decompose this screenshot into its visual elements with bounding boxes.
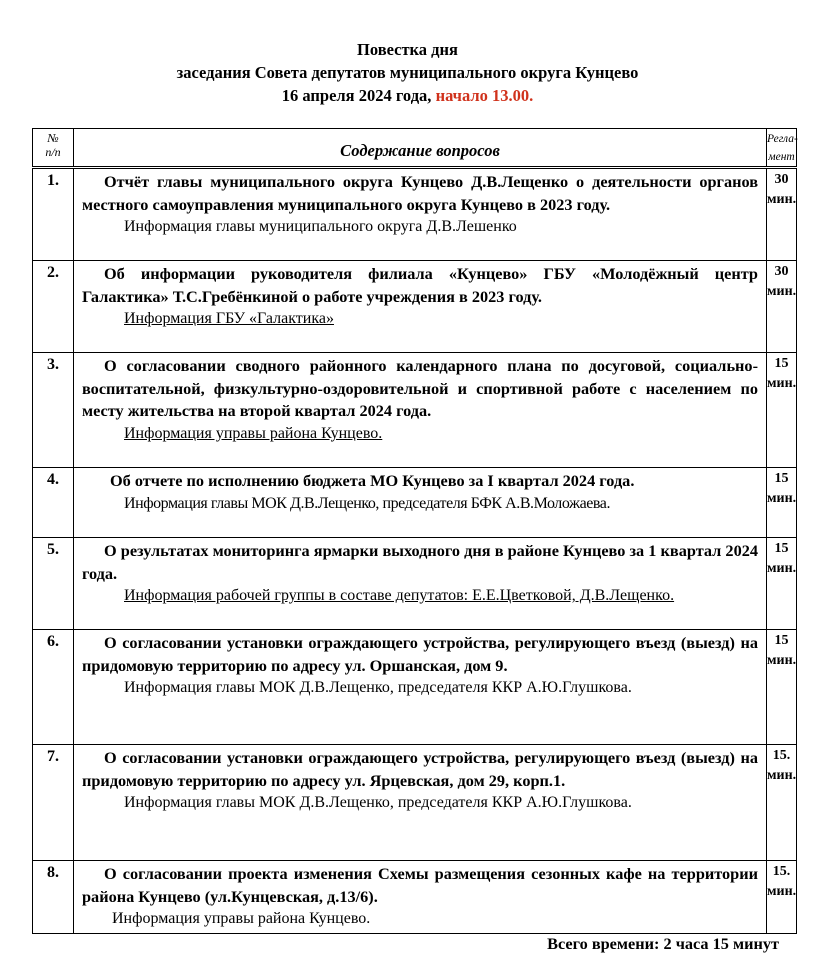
question-text: Отчёт главы муниципального округа Кунцево Д.В.Лещенко о деятельности органов местного самоуправления муниципального округа Кунцево в 2023 году. (82, 172, 758, 214)
reg-unit: мин. (767, 491, 797, 506)
info-text-underlined: Информация рабочей группы в составе депутатов: Е.Е.Цветковой, Д.В.Лещенко. (124, 587, 675, 605)
row-content (74, 538, 767, 630)
question-text: О согласовании установки ограждающего устройства, регулирующего въезд (выезд) на придомовую территорию по адресу ул. Ярцевская, дом 29, корп.1. (82, 748, 758, 790)
info-text (82, 585, 758, 608)
reg-unit: мин. (767, 768, 797, 783)
row-content (74, 468, 767, 538)
info-text-underlined: Информация управы района Кунцево. (124, 424, 383, 442)
reg-unit: мин. (767, 653, 797, 668)
agenda-row-6 (33, 630, 797, 745)
header-start-time: начало 13.00. (435, 86, 534, 105)
header-reg-line1: Регла- (767, 133, 798, 145)
row-num: 1. (33, 168, 74, 261)
row-reg (767, 861, 797, 934)
header-content-cell: Содержание вопросов (74, 129, 767, 168)
header-num-cell (33, 129, 74, 168)
row-num: 5. (33, 538, 74, 630)
reg-value: 30 (774, 172, 789, 187)
info-text: Информация управы района Кунцево. (112, 910, 371, 928)
reg-value: 15. (772, 748, 791, 763)
info-text: Информация главы муниципального округа Д.В.Лешенко (124, 218, 517, 236)
question-text: О согласовании установки ограждающего устройства, регулирующего въезд (выезд) на придомовую территорию по адресу ул. Оршанская, дом 9. (82, 633, 758, 675)
question-text: О согласовании сводного районного календарного плана по досуговой, социально-воспитательной, физкультурно-оздоровительной и спортивной работе с населением по месту жительства на второй квартал 2024 года. (82, 356, 758, 421)
reg-value: 15 (774, 471, 789, 486)
info-text-underlined: Информация ГБУ «Галактика» (124, 310, 334, 328)
row-num: 8. (33, 861, 74, 934)
reg-unit: мин. (767, 376, 797, 391)
reg-value: 15. (772, 864, 791, 879)
row-num: 7. (33, 745, 74, 861)
row-content (74, 861, 767, 934)
reg-unit: мин. (767, 192, 797, 207)
row-reg (767, 468, 797, 538)
question-text: О результатах мониторинга ярмарки выходного дня в районе Кунцево за 1 квартал 2024 года. (82, 541, 758, 583)
row-reg (767, 745, 797, 861)
total-time: Всего времени: 2 часа 15 минут (547, 934, 779, 953)
agenda-row-8 (33, 861, 797, 934)
agenda-row-5 (33, 538, 797, 630)
row-reg (767, 353, 797, 468)
agenda-row-3 (33, 353, 797, 468)
header-date-text: 16 апреля 2024 года, (281, 86, 436, 105)
row-reg (767, 168, 797, 261)
row-num: 2. (33, 261, 74, 353)
table-header-row (33, 129, 797, 168)
question-text: Об информации руководителя филиала «Кунцево» ГБУ «Молодёжный центр Галактика» Т.С.Гребёнкиной о работе учреждения в 2023 году. (82, 264, 758, 306)
info-text (82, 308, 758, 331)
reg-unit: мин. (767, 884, 797, 899)
row-reg (767, 630, 797, 745)
header-reg-line2: мент (768, 151, 795, 163)
header-subtitle: заседания Совета депутатов муниципального округа Кунцево (176, 63, 639, 82)
row-reg (767, 261, 797, 353)
agenda-row-4 (33, 468, 797, 538)
info-text (82, 423, 758, 446)
agenda-header (0, 38, 815, 107)
agenda-row-1 (33, 168, 797, 261)
info-text: Информация главы МОК Д.В.Лещенко, председателя ККР А.Ю.Глушкова. (124, 794, 632, 812)
question-text: О согласовании проекта изменения Схемы размещения сезонных кафе на территории района Кунцево (ул.Кунцевская, д.13/6). (82, 864, 758, 906)
row-num: 4. (33, 468, 74, 538)
agenda-row-2 (33, 261, 797, 353)
reg-unit: мин. (767, 561, 797, 576)
header-date (0, 84, 815, 107)
row-content (74, 168, 767, 261)
reg-value: 15 (774, 541, 789, 556)
agenda-row-7 (33, 745, 797, 861)
row-content (74, 261, 767, 353)
header-title: Повестка дня (357, 40, 458, 59)
reg-value: 15 (774, 633, 789, 648)
reg-value: 30 (774, 264, 789, 279)
row-content (74, 630, 767, 745)
row-content (74, 745, 767, 861)
info-text: Информация главы МОК Д.В.Лещенко, председателя БФК А.В.Моложаева. (124, 494, 611, 512)
row-content (74, 353, 767, 468)
info-text: Информация главы МОК Д.В.Лещенко, председателя ККР А.Ю.Глушкова. (124, 679, 632, 697)
header-num-line2: п/п (45, 145, 61, 159)
question-text: Об отчете по исполнению бюджета МО Кунцево за I квартал 2024 года. (110, 471, 635, 490)
row-reg (767, 538, 797, 630)
reg-value: 15 (774, 356, 789, 371)
row-num: 3. (33, 353, 74, 468)
agenda-table (32, 128, 797, 934)
reg-unit: мин. (767, 284, 797, 299)
header-num-line1: № (47, 131, 59, 145)
row-num: 6. (33, 630, 74, 745)
header-reg-cell (767, 129, 797, 168)
